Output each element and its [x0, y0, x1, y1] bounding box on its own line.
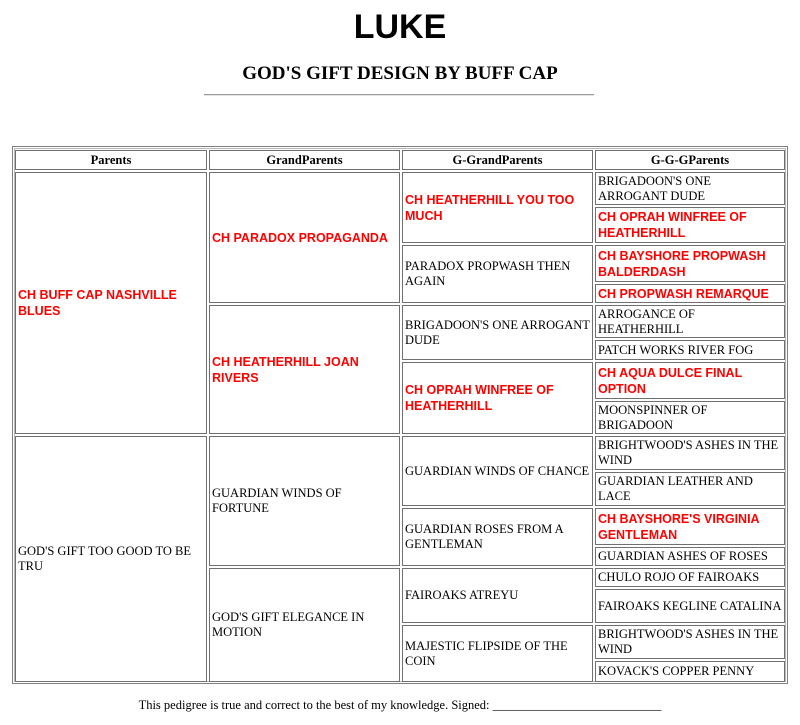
great-great-grandparent-13: CHULO ROJO OF FAIROAKS	[595, 568, 785, 587]
great-grandparent-5: GUARDIAN WINDS OF CHANCE	[402, 436, 593, 506]
great-great-grandparent-8: MOONSPINNER OF BRIGADOON	[595, 401, 785, 434]
page-title: LUKE	[353, 8, 447, 46]
header-great-grandparents: G-GrandParents	[402, 150, 593, 170]
parent-sire: CH BUFF CAP NASHVILLE BLUES	[15, 172, 207, 434]
great-grandparent-6: GUARDIAN ROSES FROM A GENTLEMAN	[402, 508, 593, 566]
great-grandparent-3: BRIGADOON'S ONE ARROGANT DUDE	[402, 305, 593, 360]
great-great-grandparent-15: BRIGHTWOOD'S ASHES IN THE WIND	[595, 625, 785, 659]
great-great-grandparent-3: CH BAYSHORE PROPWASH BALDERDASH	[595, 245, 785, 282]
great-great-grandparent-7: CH AQUA DULCE FINAL OPTION	[595, 362, 785, 399]
great-great-grandparent-5: ARROGANCE OF HEATHERHILL	[595, 305, 785, 338]
great-great-grandparent-11: CH BAYSHORE'S VIRGINIA GENTLEMAN	[595, 508, 785, 545]
great-great-grandparent-14: FAIROAKS KEGLINE CATALINA	[595, 589, 785, 623]
header-grandparents: GrandParents	[209, 150, 400, 170]
great-grandparent-1: CH HEATHERHILL YOU TOO MUCH	[402, 172, 593, 243]
header-great-great-grandparents: G-G-GParents	[595, 150, 785, 170]
great-great-grandparent-1: BRIGADOON'S ONE ARROGANT DUDE	[595, 172, 785, 205]
signature-statement: This pedigree is true and correct to the best of my knowledge. Signed: ___________________________	[138, 698, 662, 712]
great-great-grandparent-4: CH PROPWASH REMARQUE	[595, 284, 785, 303]
horizontal-rule	[204, 94, 594, 96]
grandparent-4: GOD'S GIFT ELEGANCE IN MOTION	[209, 568, 400, 682]
great-great-grandparent-6: PATCH WORKS RIVER FOG	[595, 340, 785, 360]
pedigree-table	[12, 146, 788, 684]
grandparent-3: GUARDIAN WINDS OF FORTUNE	[209, 436, 400, 566]
great-great-grandparent-16: KOVACK'S COPPER PENNY	[595, 661, 785, 682]
great-grandparent-7: FAIROAKS ATREYU	[402, 568, 593, 623]
great-grandparent-8: MAJESTIC FLIPSIDE OF THE COIN	[402, 625, 593, 682]
page-subtitle: GOD'S GIFT DESIGN BY BUFF CAP	[242, 63, 558, 84]
grandparent-2: CH HEATHERHILL JOAN RIVERS	[209, 305, 400, 434]
great-great-grandparent-9: BRIGHTWOOD'S ASHES IN THE WIND	[595, 436, 785, 470]
great-grandparent-2: PARADOX PROPWASH THEN AGAIN	[402, 245, 593, 303]
header-parents: Parents	[15, 150, 207, 170]
grandparent-1: CH PARADOX PROPAGANDA	[209, 172, 400, 303]
great-great-grandparent-12: GUARDIAN ASHES OF ROSES	[595, 547, 785, 566]
great-great-grandparent-2: CH OPRAH WINFREE OF HEATHERHILL	[595, 207, 785, 243]
parent-dam: GOD'S GIFT TOO GOOD TO BE TRU	[15, 436, 207, 682]
great-great-grandparent-10: GUARDIAN LEATHER AND LACE	[595, 472, 785, 506]
great-grandparent-4: CH OPRAH WINFREE OF HEATHERHILL	[402, 362, 593, 434]
